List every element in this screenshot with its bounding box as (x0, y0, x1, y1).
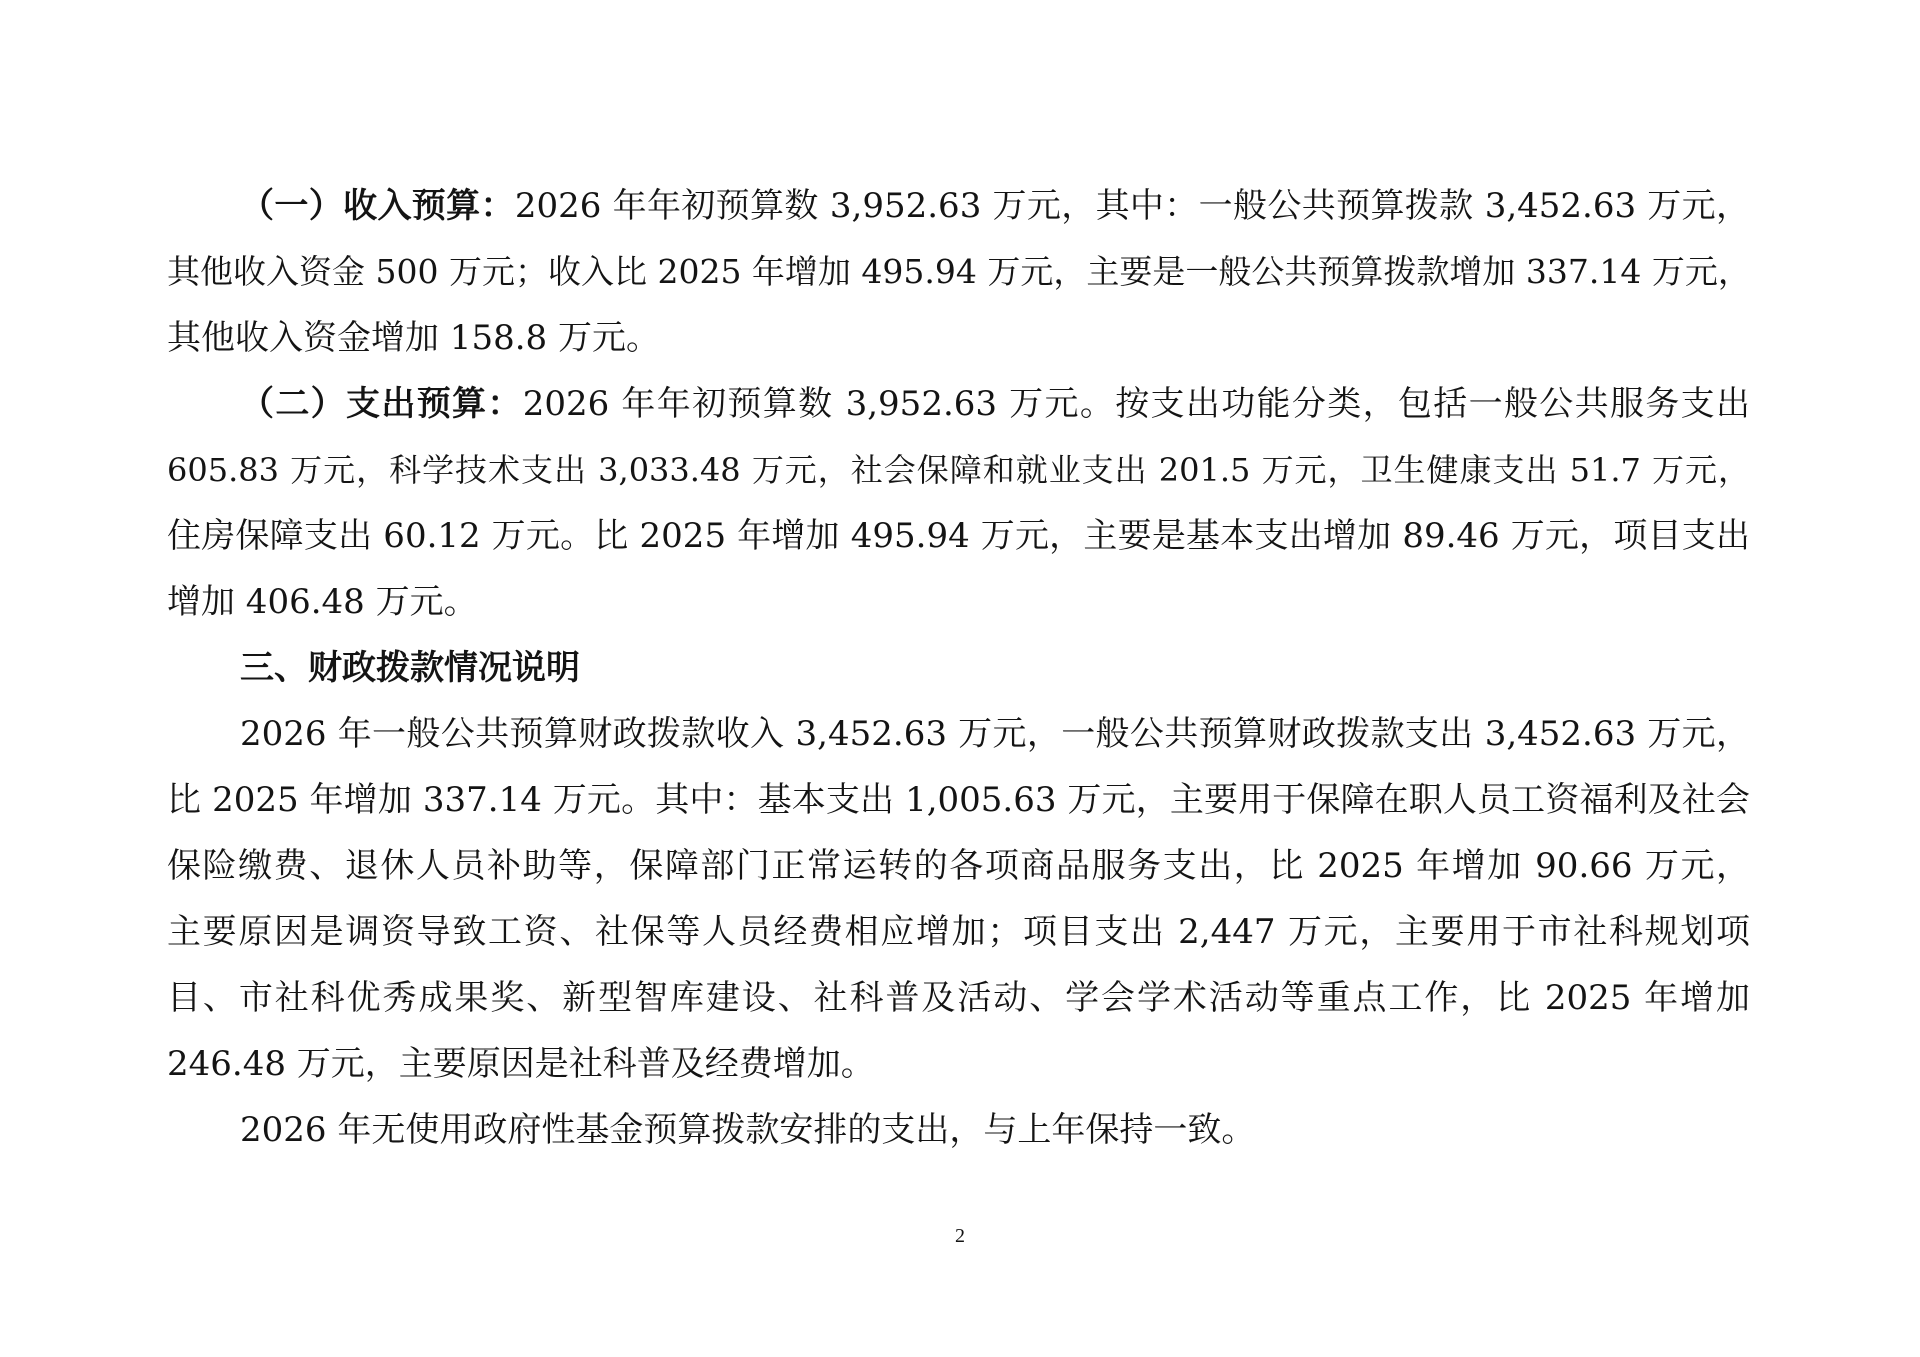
income-budget-text: 2026 年年初预算数 3,952.63 万元，其中：一般公共预算拨款 3,452.63 万元， (514, 186, 1750, 226)
section-heading-appropriation: 三、财政拨款情况说明 (240, 648, 580, 688)
paragraph-appropriation-line-2: 比 2025 年增加 337.14 万元。其中：基本支出 1,005.63 万元，主要用于保障在职人员工资福利及社会 (167, 780, 1750, 820)
paragraph-income-line-3: 其他收入资金增加 158.8 万元。 (167, 318, 660, 358)
income-budget-label: （一）收入预算： (240, 186, 515, 226)
paragraph-expenditure-line-2: 605.83 万元，科学技术支出 3,033.48 万元，社会保障和就业支出 201.5 万元，卫生健康支出 51.7 万元， (167, 451, 1750, 489)
expenditure-budget-label: （二）支出预算： (240, 384, 523, 424)
paragraph-appropriation-line-4: 主要原因是调资导致工资、社保等人员经费相应增加；项目支出 2,447 万元，主要用于市社科规划项 (167, 912, 1750, 952)
page-number: 2 (955, 1225, 965, 1247)
paragraph-income-line-2: 其他收入资金 500 万元；收入比 2025 年增加 495.94 万元，主要是一般公共预算拨款增加 337.14 万元， (167, 252, 1751, 291)
paragraph-appropriation-line-3: 保险缴费、退休人员补助等，保障部门正常运转的各项商品服务支出，比 2025 年增加 90.66 万元， (167, 846, 1750, 886)
expenditure-budget-text: 2026 年年初预算数 3,952.63 万元。按支出功能分类，包括一般公共服务支出 (522, 384, 1750, 424)
paragraph-expenditure-line-1 (240, 384, 1750, 424)
paragraph-expenditure-line-3: 住房保障支出 60.12 万元。比 2025 年增加 495.94 万元，主要是基本支出增加 89.46 万元，项目支出 (167, 516, 1750, 556)
paragraph-appropriation-line-1: 2026 年一般公共预算财政拨款收入 3,452.63 万元，一般公共预算财政拨款支出 3,452.63 万元， (240, 714, 1750, 754)
paragraph-income-line-1 (240, 186, 1750, 226)
paragraph-fund-budget-line-1: 2026 年无使用政府性基金预算拨款安排的支出，与上年保持一致。 (240, 1110, 1256, 1150)
paragraph-appropriation-line-5: 目、市社科优秀成果奖、新型智库建设、社科普及活动、学会学术活动等重点工作，比 2025 年增加 (167, 978, 1750, 1018)
paragraph-appropriation-line-6: 246.48 万元，主要原因是社科普及经费增加。 (167, 1044, 875, 1084)
paragraph-expenditure-line-4: 增加 406.48 万元。 (167, 582, 478, 622)
